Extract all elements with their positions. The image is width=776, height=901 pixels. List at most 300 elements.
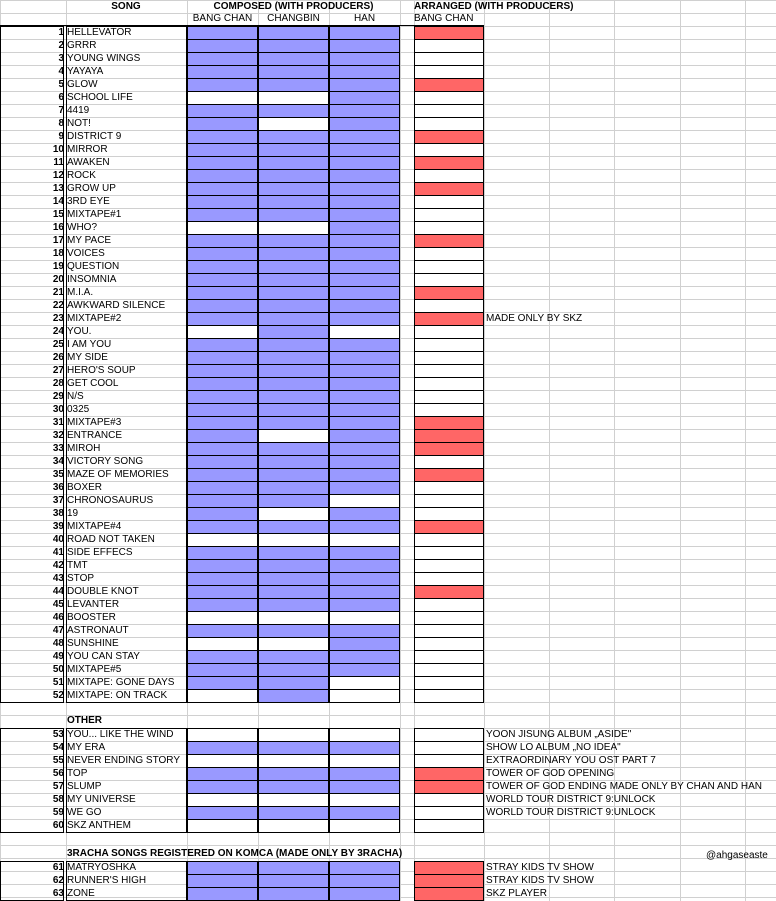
composed-cell bbox=[329, 195, 400, 209]
composed-cell bbox=[329, 874, 400, 888]
song-note: MADE ONLY BY SKZ bbox=[486, 313, 583, 324]
song-note: TOWER OF GOD OPENING bbox=[486, 768, 615, 779]
arranged-cell bbox=[414, 78, 484, 92]
composed-cell bbox=[258, 559, 329, 573]
section-title-other: OTHER bbox=[67, 715, 102, 726]
composed-cell bbox=[258, 286, 329, 300]
arranged-cell bbox=[414, 312, 484, 326]
song-title: MIXTAPE#2 bbox=[67, 313, 122, 324]
arranged-cell bbox=[414, 663, 484, 677]
composed-cell bbox=[329, 260, 400, 274]
song-title: YOUNG WINGS bbox=[67, 53, 141, 64]
song-number: 49 bbox=[52, 651, 64, 662]
composed-cell bbox=[329, 429, 400, 443]
arranged-cell bbox=[414, 728, 484, 742]
composed-cell bbox=[329, 286, 400, 300]
composed-cell bbox=[329, 572, 400, 586]
song-title: ROAD NOT TAKEN bbox=[67, 534, 155, 545]
composed-cell bbox=[187, 286, 258, 300]
arranged-cell bbox=[414, 546, 484, 560]
composed-cell bbox=[187, 533, 258, 547]
song-number: 5 bbox=[58, 79, 64, 90]
song-number: 9 bbox=[58, 131, 64, 142]
composed-cell bbox=[187, 221, 258, 235]
song-title: MY SIDE bbox=[67, 352, 108, 363]
composed-cell bbox=[187, 861, 258, 875]
composed-cell bbox=[258, 260, 329, 274]
composed-cell bbox=[329, 806, 400, 820]
composed-cell bbox=[329, 455, 400, 469]
composed-cell bbox=[258, 741, 329, 755]
song-title: MIXTAPE#1 bbox=[67, 209, 122, 220]
arranged-cell bbox=[414, 585, 484, 599]
arranged-cell bbox=[414, 611, 484, 625]
composed-cell bbox=[329, 234, 400, 248]
arranged-cell bbox=[414, 234, 484, 248]
song-number: 1 bbox=[58, 27, 64, 38]
composed-cell bbox=[258, 143, 329, 157]
arranged-cell bbox=[414, 143, 484, 157]
composed-cell bbox=[329, 52, 400, 66]
composed-cell bbox=[329, 598, 400, 612]
table-block-border bbox=[0, 861, 64, 901]
composed-cell bbox=[258, 52, 329, 66]
song-number: 43 bbox=[52, 573, 64, 584]
composed-cell bbox=[329, 520, 400, 534]
arranged-cell bbox=[414, 91, 484, 105]
composed-cell bbox=[258, 195, 329, 209]
song-number: 40 bbox=[52, 534, 64, 545]
composed-cell bbox=[258, 390, 329, 404]
song-title: GRRR bbox=[67, 40, 97, 51]
arranged-cell bbox=[414, 819, 484, 833]
song-number: 37 bbox=[52, 495, 64, 506]
composed-cell bbox=[258, 117, 329, 131]
song-note: WORLD TOUR DISTRICT 9:UNLOCK bbox=[486, 807, 656, 818]
composed-cell bbox=[187, 572, 258, 586]
song-number: 15 bbox=[52, 209, 64, 220]
composed-cell bbox=[258, 663, 329, 677]
song-title: YOU... LIKE THE WIND bbox=[67, 729, 174, 740]
composed-cell bbox=[329, 416, 400, 430]
song-title: VICTORY SONG bbox=[67, 456, 144, 467]
song-title: 3RD EYE bbox=[67, 196, 110, 207]
song-title: RUNNER'S HIGH bbox=[67, 875, 147, 886]
composed-cell bbox=[329, 117, 400, 131]
song-number: 46 bbox=[52, 612, 64, 623]
composed-cell bbox=[258, 806, 329, 820]
song-number: 52 bbox=[52, 690, 64, 701]
composed-cell bbox=[187, 874, 258, 888]
song-title: 19 bbox=[67, 508, 79, 519]
song-title: SIDE EFFECS bbox=[67, 547, 133, 558]
song-number: 42 bbox=[52, 560, 64, 571]
composed-cell bbox=[329, 507, 400, 521]
song-title: MY ERA bbox=[67, 742, 106, 753]
song-number: 28 bbox=[52, 378, 64, 389]
composed-cell bbox=[329, 663, 400, 677]
song-title: ASTRONAUT bbox=[67, 625, 129, 636]
composed-cell bbox=[187, 520, 258, 534]
arranged-cell bbox=[414, 39, 484, 53]
composed-cell bbox=[258, 455, 329, 469]
song-number: 41 bbox=[52, 547, 64, 558]
composed-cell bbox=[258, 416, 329, 430]
composed-cell bbox=[187, 299, 258, 313]
song-number: 17 bbox=[52, 235, 64, 246]
composed-cell bbox=[258, 442, 329, 456]
composed-cell bbox=[258, 533, 329, 547]
arranged-cell bbox=[414, 416, 484, 430]
song-number: 39 bbox=[52, 521, 64, 532]
song-number: 7 bbox=[58, 105, 64, 116]
arranged-cell bbox=[414, 429, 484, 443]
composed-cell bbox=[258, 793, 329, 807]
composed-cell bbox=[258, 676, 329, 690]
composed-cell bbox=[187, 104, 258, 118]
song-note: EXTRAORDINARY YOU OST PART 7 bbox=[486, 755, 656, 766]
arranged-cell bbox=[414, 273, 484, 287]
arranged-cell bbox=[414, 52, 484, 66]
composed-cell bbox=[187, 208, 258, 222]
composed-cell bbox=[258, 78, 329, 92]
song-title: DOUBLE KNOT bbox=[67, 586, 139, 597]
composed-cell bbox=[258, 429, 329, 443]
song-number: 26 bbox=[52, 352, 64, 363]
arranged-cell bbox=[414, 390, 484, 404]
song-note: SHOW LO ALBUM „NO IDEA" bbox=[486, 742, 621, 753]
song-title: INSOMNIA bbox=[67, 274, 117, 285]
song-title: SCHOOL LIFE bbox=[67, 92, 133, 103]
composed-cell bbox=[187, 117, 258, 131]
composed-cell bbox=[258, 208, 329, 222]
composed-cell bbox=[187, 559, 258, 573]
composed-cell bbox=[329, 546, 400, 560]
song-title: STOP bbox=[67, 573, 95, 584]
song-title: 4419 bbox=[67, 105, 90, 116]
composed-cell bbox=[187, 741, 258, 755]
song-number: 3 bbox=[58, 53, 64, 64]
song-title: N/S bbox=[67, 391, 84, 402]
composed-cell bbox=[258, 819, 329, 833]
song-title: NOT! bbox=[67, 118, 91, 129]
song-number: 32 bbox=[52, 430, 64, 441]
composed-cell bbox=[187, 39, 258, 53]
song-number: 2 bbox=[58, 40, 64, 51]
song-title: ENTRANCE bbox=[67, 430, 123, 441]
composed-cell bbox=[258, 507, 329, 521]
composed-cell bbox=[329, 169, 400, 183]
song-number: 53 bbox=[52, 729, 64, 740]
composed-cell bbox=[187, 377, 258, 391]
composed-cell bbox=[258, 728, 329, 742]
composed-cell bbox=[187, 195, 258, 209]
composed-cell bbox=[329, 221, 400, 235]
composed-cell bbox=[258, 546, 329, 560]
composed-cell bbox=[329, 377, 400, 391]
song-title: I AM YOU bbox=[67, 339, 112, 350]
song-title: MIRROR bbox=[67, 144, 108, 155]
song-note: YOON JISUNG ALBUM „ASIDE" bbox=[486, 729, 632, 740]
composed-cell bbox=[187, 819, 258, 833]
song-title: SUNSHINE bbox=[67, 638, 119, 649]
arranged-cell bbox=[414, 468, 484, 482]
composed-cell bbox=[258, 273, 329, 287]
song-title: MIXTAPE#3 bbox=[67, 417, 122, 428]
arranged-cell bbox=[414, 208, 484, 222]
arranged-cell bbox=[414, 169, 484, 183]
composed-cell bbox=[187, 780, 258, 794]
arranged-cell bbox=[414, 247, 484, 261]
composed-cell bbox=[187, 585, 258, 599]
song-title: VOICES bbox=[67, 248, 105, 259]
song-number: 31 bbox=[52, 417, 64, 428]
composed-cell bbox=[187, 689, 258, 703]
arranged-cell bbox=[414, 767, 484, 781]
composed-cell bbox=[187, 78, 258, 92]
song-title: 0325 bbox=[67, 404, 90, 415]
grid-vline bbox=[680, 0, 681, 901]
song-title: GROW UP bbox=[67, 183, 116, 194]
composed-cell bbox=[258, 299, 329, 313]
song-number: 62 bbox=[52, 875, 64, 886]
song-title: YOU CAN STAY bbox=[67, 651, 140, 662]
arranged-cell bbox=[414, 520, 484, 534]
song-note: STRAY KIDS TV SHOW bbox=[486, 875, 594, 886]
composed-cell bbox=[187, 429, 258, 443]
composed-cell bbox=[187, 793, 258, 807]
song-number: 16 bbox=[52, 222, 64, 233]
composed-cell bbox=[187, 260, 258, 274]
composed-cell bbox=[258, 468, 329, 482]
composed-cell bbox=[329, 104, 400, 118]
table-block-border bbox=[66, 861, 187, 901]
watermark-handle: @ahgaseaste bbox=[706, 850, 768, 861]
song-number: 35 bbox=[52, 469, 64, 480]
song-number: 50 bbox=[52, 664, 64, 675]
song-title: CHRONOSAURUS bbox=[67, 495, 154, 506]
song-number: 6 bbox=[58, 92, 64, 103]
composed-cell bbox=[258, 624, 329, 638]
song-number: 34 bbox=[52, 456, 64, 467]
composed-cell bbox=[187, 468, 258, 482]
composed-cell bbox=[329, 468, 400, 482]
song-number: 58 bbox=[52, 794, 64, 805]
composed-cell bbox=[258, 754, 329, 768]
composed-cell bbox=[187, 91, 258, 105]
composed-cell bbox=[187, 273, 258, 287]
composed-cell bbox=[329, 338, 400, 352]
composed-cell bbox=[329, 247, 400, 261]
composed-cell bbox=[187, 624, 258, 638]
song-title: WE GO bbox=[67, 807, 102, 818]
arranged-cell bbox=[414, 26, 484, 40]
song-number: 13 bbox=[52, 183, 64, 194]
composed-cell bbox=[329, 390, 400, 404]
arranged-cell bbox=[414, 754, 484, 768]
song-number: 10 bbox=[52, 144, 64, 155]
arranged-cell bbox=[414, 533, 484, 547]
composed-cell bbox=[187, 312, 258, 326]
composed-cell bbox=[258, 247, 329, 261]
arranged-cell bbox=[414, 455, 484, 469]
composed-cell bbox=[258, 65, 329, 79]
composed-cell bbox=[187, 325, 258, 339]
arranged-cell bbox=[414, 299, 484, 313]
arranged-cell bbox=[414, 481, 484, 495]
composed-cell bbox=[258, 377, 329, 391]
arranged-cell bbox=[414, 887, 484, 901]
composed-cell bbox=[187, 481, 258, 495]
composed-cell bbox=[258, 338, 329, 352]
song-title: LEVANTER bbox=[67, 599, 120, 610]
grid-vline bbox=[484, 0, 485, 901]
song-title: TMT bbox=[67, 560, 88, 571]
arranged-cell bbox=[414, 650, 484, 664]
composed-cell bbox=[187, 728, 258, 742]
song-title: ROCK bbox=[67, 170, 96, 181]
composed-cell bbox=[258, 403, 329, 417]
composed-cell bbox=[329, 494, 400, 508]
composed-cell bbox=[258, 572, 329, 586]
arranged-cell bbox=[414, 182, 484, 196]
composed-cell bbox=[187, 546, 258, 560]
song-number: 55 bbox=[52, 755, 64, 766]
composed-cell bbox=[329, 325, 400, 339]
song-title: SKZ ANTHEM bbox=[67, 820, 131, 831]
song-number: 14 bbox=[52, 196, 64, 207]
subheader-composer-1: BANG CHAN bbox=[192, 13, 253, 24]
table-block-border bbox=[66, 728, 187, 833]
arranged-cell bbox=[414, 598, 484, 612]
arranged-cell bbox=[414, 377, 484, 391]
song-title: NEVER ENDING STORY bbox=[67, 755, 180, 766]
composed-cell bbox=[187, 663, 258, 677]
composed-cell bbox=[329, 39, 400, 53]
composed-cell bbox=[258, 481, 329, 495]
composed-cell bbox=[187, 442, 258, 456]
composed-cell bbox=[187, 130, 258, 144]
composed-cell bbox=[329, 312, 400, 326]
composed-cell bbox=[258, 130, 329, 144]
song-number: 33 bbox=[52, 443, 64, 454]
composed-cell bbox=[187, 754, 258, 768]
song-title: BOOSTER bbox=[67, 612, 116, 623]
arranged-cell bbox=[414, 130, 484, 144]
song-number: 47 bbox=[52, 625, 64, 636]
composed-cell bbox=[329, 728, 400, 742]
song-title: GET COOL bbox=[67, 378, 119, 389]
arranged-cell bbox=[414, 741, 484, 755]
song-number: 30 bbox=[52, 404, 64, 415]
song-number: 19 bbox=[52, 261, 64, 272]
arranged-cell bbox=[414, 689, 484, 703]
composed-cell bbox=[329, 442, 400, 456]
song-title: MIXTAPE#5 bbox=[67, 664, 122, 675]
composed-cell bbox=[329, 299, 400, 313]
song-number: 4 bbox=[58, 66, 64, 77]
composed-cell bbox=[258, 598, 329, 612]
composed-cell bbox=[329, 611, 400, 625]
composed-cell bbox=[187, 169, 258, 183]
composed-cell bbox=[258, 169, 329, 183]
composed-cell bbox=[258, 637, 329, 651]
arranged-cell bbox=[414, 117, 484, 131]
song-note: TOWER OF GOD ENDING MADE ONLY BY CHAN AND HAN bbox=[486, 781, 762, 792]
composed-cell bbox=[187, 806, 258, 820]
composed-cell bbox=[258, 364, 329, 378]
arranged-cell bbox=[414, 195, 484, 209]
song-number: 11 bbox=[53, 157, 64, 168]
song-number: 38 bbox=[52, 508, 64, 519]
composed-cell bbox=[187, 65, 258, 79]
composed-cell bbox=[187, 494, 258, 508]
composed-cell bbox=[329, 182, 400, 196]
song-title: DISTRICT 9 bbox=[67, 131, 122, 142]
arranged-cell bbox=[414, 793, 484, 807]
composed-cell bbox=[329, 780, 400, 794]
composed-cell bbox=[258, 887, 329, 901]
arranged-cell bbox=[414, 351, 484, 365]
table-block-border bbox=[0, 728, 64, 833]
composed-cell bbox=[329, 156, 400, 170]
composed-cell bbox=[329, 559, 400, 573]
arranged-cell bbox=[414, 637, 484, 651]
song-title: MY PACE bbox=[67, 235, 112, 246]
song-title: SLUMP bbox=[67, 781, 102, 792]
composed-cell bbox=[187, 351, 258, 365]
composed-cell bbox=[329, 273, 400, 287]
song-number: 45 bbox=[52, 599, 64, 610]
song-title: YOU. bbox=[67, 326, 92, 337]
composed-cell bbox=[187, 52, 258, 66]
composed-cell bbox=[329, 364, 400, 378]
composed-cell bbox=[258, 234, 329, 248]
arranged-cell bbox=[414, 572, 484, 586]
composed-cell bbox=[329, 767, 400, 781]
arranged-cell bbox=[414, 780, 484, 794]
composed-cell bbox=[187, 234, 258, 248]
song-number: 25 bbox=[52, 339, 64, 350]
arranged-cell bbox=[414, 676, 484, 690]
composed-cell bbox=[329, 585, 400, 599]
song-note: STRAY KIDS TV SHOW bbox=[486, 862, 594, 873]
song-title: YAYAYA bbox=[67, 66, 104, 77]
composed-cell bbox=[187, 182, 258, 196]
composed-cell bbox=[187, 650, 258, 664]
composed-cell bbox=[258, 689, 329, 703]
composed-cell bbox=[187, 767, 258, 781]
composed-cell bbox=[329, 91, 400, 105]
song-title: WHO? bbox=[67, 222, 97, 233]
section-title-komca: 3RACHA SONGS REGISTERED ON KOMCA (MADE ONLY BY 3RACHA) bbox=[67, 848, 403, 859]
song-title: MIXTAPE: GONE DAYS bbox=[67, 677, 175, 688]
song-number: 61 bbox=[52, 862, 64, 873]
arranged-cell bbox=[414, 874, 484, 888]
composed-cell bbox=[187, 403, 258, 417]
arranged-cell bbox=[414, 494, 484, 508]
composed-cell bbox=[258, 26, 329, 40]
composed-cell bbox=[187, 676, 258, 690]
composed-cell bbox=[329, 143, 400, 157]
header-song: SONG bbox=[111, 1, 141, 12]
song-note: WORLD TOUR DISTRICT 9:UNLOCK bbox=[486, 794, 656, 805]
header-composed: COMPOSED (WITH PRODUCERS) bbox=[213, 1, 374, 12]
song-number: 60 bbox=[52, 820, 64, 831]
composed-cell bbox=[329, 650, 400, 664]
song-number: 59 bbox=[52, 807, 64, 818]
composed-cell bbox=[329, 887, 400, 901]
